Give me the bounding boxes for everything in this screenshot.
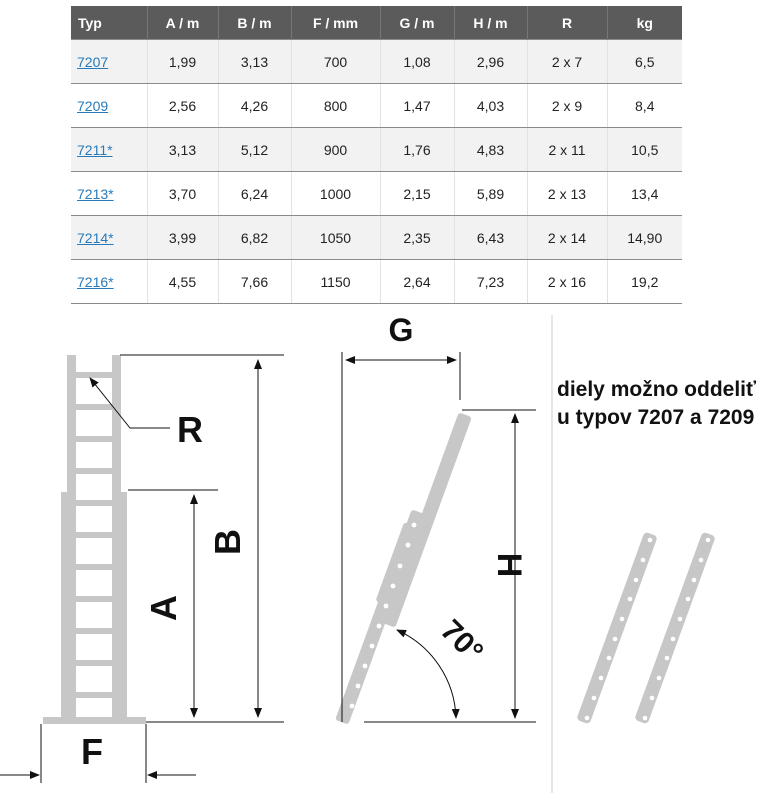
col-header-b: B / m: [218, 6, 291, 40]
product-link[interactable]: 7211*: [77, 141, 113, 158]
cell-b: 6,82: [218, 216, 291, 260]
cell-g: 1,47: [380, 84, 454, 128]
front-view-ladder: [43, 355, 146, 724]
cell-h: 6,43: [454, 216, 527, 260]
note-line-2: u typov 7207 a 7209: [557, 406, 755, 429]
side-view-dimensions: [342, 352, 536, 722]
cell-h: 7,23: [454, 260, 527, 304]
cell-g: 1,76: [380, 128, 454, 172]
col-header-h: H / m: [454, 6, 527, 40]
left-rail-lower: [61, 492, 70, 720]
cell-b: 5,12: [218, 128, 291, 172]
cell-g: 2,64: [380, 260, 454, 304]
cell-b: 3,13: [218, 40, 291, 84]
cell-f: 1050: [291, 216, 380, 260]
separated-parts: [576, 532, 716, 725]
cell-a: 3,70: [147, 172, 218, 216]
cell-f: 1150: [291, 260, 380, 304]
cell-b: 7,66: [218, 260, 291, 304]
cell-a: 3,13: [147, 128, 218, 172]
product-link[interactable]: 7213*: [77, 185, 114, 202]
label-f: F: [81, 731, 103, 772]
cell-r: 2 x 16: [527, 260, 607, 304]
cell-kg: 14,90: [607, 216, 682, 260]
cell-a: 1,99: [147, 40, 218, 84]
cell-r: 2 x 9: [527, 84, 607, 128]
cell-r: 2 x 14: [527, 216, 607, 260]
cell-r: 2 x 13: [527, 172, 607, 216]
col-header-g: G / m: [380, 6, 454, 40]
cell-f: 800: [291, 84, 380, 128]
cell-a: 2,56: [147, 84, 218, 128]
product-link[interactable]: 7216*: [77, 273, 114, 290]
cell-h: 4,83: [454, 128, 527, 172]
col-header-f: F / mm: [291, 6, 380, 40]
col-header-kg: kg: [607, 6, 682, 40]
cell-f: 1000: [291, 172, 380, 216]
cell-g: 1,08: [380, 40, 454, 84]
product-link[interactable]: 7214*: [77, 229, 114, 246]
cell-h: 5,89: [454, 172, 527, 216]
cell-b: 4,26: [218, 84, 291, 128]
cell-a: 3,99: [147, 216, 218, 260]
label-b: B: [207, 529, 248, 555]
col-header-a: A / m: [147, 6, 218, 40]
cell-r: 2 x 11: [527, 128, 607, 172]
note-line-1: diely možno oddeliť: [557, 378, 757, 401]
cell-g: 2,15: [380, 172, 454, 216]
label-angle: 70°: [434, 613, 490, 669]
cell-kg: 6,5: [607, 40, 682, 84]
label-a: A: [143, 595, 184, 621]
cell-a: 4,55: [147, 260, 218, 304]
product-link[interactable]: 7207: [77, 53, 109, 70]
label-g: G: [388, 312, 414, 348]
right-rail-lower: [118, 492, 127, 720]
cell-f: 900: [291, 128, 380, 172]
cell-kg: 8,4: [607, 84, 682, 128]
cell-b: 6,24: [218, 172, 291, 216]
rung-holes: [350, 423, 453, 709]
cell-kg: 13,4: [607, 172, 682, 216]
side-view-ladder: [335, 412, 472, 724]
label-r: R: [177, 409, 203, 450]
col-header-typ: Typ: [71, 6, 147, 40]
cell-f: 700: [291, 40, 380, 84]
cell-g: 2,35: [380, 216, 454, 260]
cell-kg: 19,2: [607, 260, 682, 304]
col-header-r: R: [527, 6, 607, 40]
cell-h: 4,03: [454, 84, 527, 128]
cell-kg: 10,5: [607, 128, 682, 172]
label-h: H: [490, 552, 528, 578]
product-link[interactable]: 7209: [77, 97, 109, 114]
foot-stabilizer: [43, 717, 146, 724]
cell-h: 2,96: [454, 40, 527, 84]
cell-r: 2 x 7: [527, 40, 607, 84]
separation-note: [557, 376, 756, 432]
